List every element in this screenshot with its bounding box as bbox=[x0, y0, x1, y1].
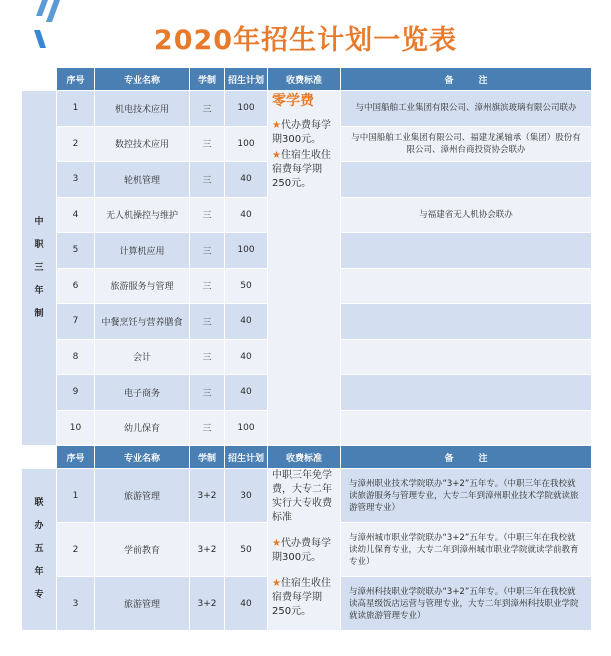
cell-name: 中餐烹饪与营养膳食 bbox=[95, 304, 190, 340]
header-blank bbox=[22, 68, 57, 91]
fee-line: 中职三年免学费，大专二年实行大专收费标准 bbox=[272, 470, 332, 523]
label-char: 年 bbox=[34, 285, 44, 296]
cell-name: 轮机管理 bbox=[95, 162, 190, 198]
cell-plan: 40 bbox=[225, 339, 268, 375]
cell-system: 三 bbox=[190, 339, 225, 375]
cell-system: 三 bbox=[190, 91, 225, 127]
cell-name: 学前教育 bbox=[95, 523, 190, 577]
fee-line: ★住宿生收住宿费每学期250元。 bbox=[272, 578, 331, 617]
cell-plan: 40 bbox=[225, 304, 268, 340]
cell-note bbox=[341, 162, 592, 198]
label-char: 专 bbox=[34, 590, 44, 600]
label-char: 制 bbox=[34, 308, 44, 319]
section2-fee bbox=[268, 469, 341, 631]
header-system: 学制 bbox=[190, 446, 225, 469]
cell-note: 与中国船舶工业集团有限公司、漳州旗滨玻璃有限公司联办 bbox=[341, 91, 592, 127]
header-index: 序号 bbox=[57, 446, 95, 469]
cell-index: 8 bbox=[57, 339, 95, 375]
cell-note: 与漳州科技职业学院联办“3+2”五年专。（中职三年在我校就读高星级饭店运营与管理专业，大专二年到漳州科技职业学院就读旅游管理专业） bbox=[341, 577, 592, 631]
cell-system: 三 bbox=[190, 126, 225, 162]
cell-index: 5 bbox=[57, 233, 95, 269]
page-title: 2020年招生计划一览表 bbox=[153, 25, 458, 56]
section1-label bbox=[22, 91, 57, 446]
cell-system: 三 bbox=[190, 304, 225, 340]
cell-note bbox=[341, 233, 592, 269]
section1-fee bbox=[268, 91, 341, 446]
cell-system: 三 bbox=[190, 233, 225, 269]
cell-index: 1 bbox=[57, 469, 95, 523]
header-fee: 收费标准 bbox=[268, 446, 341, 469]
cell-system: 三 bbox=[190, 375, 225, 411]
header-plan: 招生计划 bbox=[225, 446, 268, 469]
cell-name: 会计 bbox=[95, 339, 190, 375]
label-char: 联 bbox=[34, 498, 44, 508]
header-note-b: 注 bbox=[478, 453, 488, 464]
cell-name: 电子商务 bbox=[95, 375, 190, 411]
cell-name: 旅游管理 bbox=[95, 577, 190, 631]
cell-plan: 50 bbox=[225, 268, 268, 304]
header-blank bbox=[22, 446, 57, 469]
cell-note bbox=[341, 339, 592, 375]
table-header-row bbox=[22, 446, 592, 469]
cell-name: 旅游管理 bbox=[95, 469, 190, 523]
cell-name: 数控技术应用 bbox=[95, 126, 190, 162]
fee-line: ★住宿生收住宿费每学期250元。 bbox=[272, 150, 331, 189]
cell-index: 3 bbox=[57, 577, 95, 631]
cell-note: 与福建省无人机协会联办 bbox=[341, 197, 592, 233]
cell-index: 3 bbox=[57, 162, 95, 198]
cell-index: 1 bbox=[57, 91, 95, 127]
cell-note: 与漳州城市职业学院联办“3+2”五年专。（中职三年在我校就读幼儿保育专业，大专二年到漳州城市职业学院就读学前教育专业） bbox=[341, 523, 592, 577]
label-char: 年 bbox=[34, 567, 44, 577]
cell-system: 三 bbox=[190, 197, 225, 233]
cell-note: 与漳州职业技术学院联办“3+2”五年专。（中职三年在我校就读旅游服务与管理专业，大专二年到漳州职业技术学院就读旅游管理专业） bbox=[341, 469, 592, 523]
cell-system: 3+2 bbox=[190, 577, 225, 631]
cell-name: 计算机应用 bbox=[95, 233, 190, 269]
cell-index: 4 bbox=[57, 197, 95, 233]
header-plan: 招生计划 bbox=[225, 68, 268, 91]
cell-note: 与中国船舶工业集团有限公司、福建龙溪轴承（集团）股份有限公司、漳州台商投资协会联办 bbox=[341, 126, 592, 162]
header-note bbox=[341, 446, 592, 469]
table-row bbox=[22, 469, 592, 523]
header-system: 学制 bbox=[190, 68, 225, 91]
cell-system: 三 bbox=[190, 268, 225, 304]
header-name: 专业名称 bbox=[95, 446, 190, 469]
cell-plan: 50 bbox=[225, 523, 268, 577]
cell-name: 旅游服务与管理 bbox=[95, 268, 190, 304]
fee-line: ★代办费每学期300元。 bbox=[272, 120, 331, 145]
table-header-row bbox=[22, 68, 592, 91]
cell-index: 7 bbox=[57, 304, 95, 340]
cell-note bbox=[341, 375, 592, 411]
cell-plan: 30 bbox=[225, 469, 268, 523]
cell-note bbox=[341, 410, 592, 446]
section2-label bbox=[22, 469, 57, 631]
cell-note bbox=[341, 268, 592, 304]
label-char: 办 bbox=[34, 521, 44, 531]
header-fee: 收费标准 bbox=[268, 68, 341, 91]
cell-plan: 100 bbox=[225, 233, 268, 269]
cell-system: 3+2 bbox=[190, 523, 225, 577]
cell-plan: 100 bbox=[225, 410, 268, 446]
cell-index: 6 bbox=[57, 268, 95, 304]
cell-system: 三 bbox=[190, 410, 225, 446]
cell-plan: 40 bbox=[225, 375, 268, 411]
header-note bbox=[341, 68, 592, 91]
cell-index: 10 bbox=[57, 410, 95, 446]
cell-index: 2 bbox=[57, 126, 95, 162]
cell-name: 机电技术应用 bbox=[95, 91, 190, 127]
zero-tuition-label: 零学费 bbox=[272, 93, 314, 109]
cell-plan: 40 bbox=[225, 577, 268, 631]
label-char: 五 bbox=[34, 544, 44, 554]
header-note-b: 注 bbox=[478, 75, 488, 86]
header-note-a: 备 bbox=[444, 75, 454, 86]
label-char: 三 bbox=[34, 262, 44, 273]
header-name: 专业名称 bbox=[95, 68, 190, 91]
cell-note bbox=[341, 304, 592, 340]
cell-system: 3+2 bbox=[190, 469, 225, 523]
cell-plan: 100 bbox=[225, 126, 268, 162]
cell-name: 幼儿保育 bbox=[95, 410, 190, 446]
header-note-a: 备 bbox=[444, 453, 454, 464]
cell-plan: 40 bbox=[225, 197, 268, 233]
label-char: 职 bbox=[34, 239, 44, 250]
cell-index: 9 bbox=[57, 375, 95, 411]
cell-plan: 40 bbox=[225, 162, 268, 198]
cell-index: 2 bbox=[57, 523, 95, 577]
header-index: 序号 bbox=[57, 68, 95, 91]
table-row bbox=[22, 91, 592, 127]
fee-line: ★代办费每学期300元。 bbox=[272, 538, 331, 563]
label-char: 中 bbox=[34, 216, 44, 227]
cell-plan: 100 bbox=[225, 91, 268, 127]
cell-system: 三 bbox=[190, 162, 225, 198]
cell-name: 无人机操控与维护 bbox=[95, 197, 190, 233]
enrollment-table bbox=[21, 67, 592, 631]
